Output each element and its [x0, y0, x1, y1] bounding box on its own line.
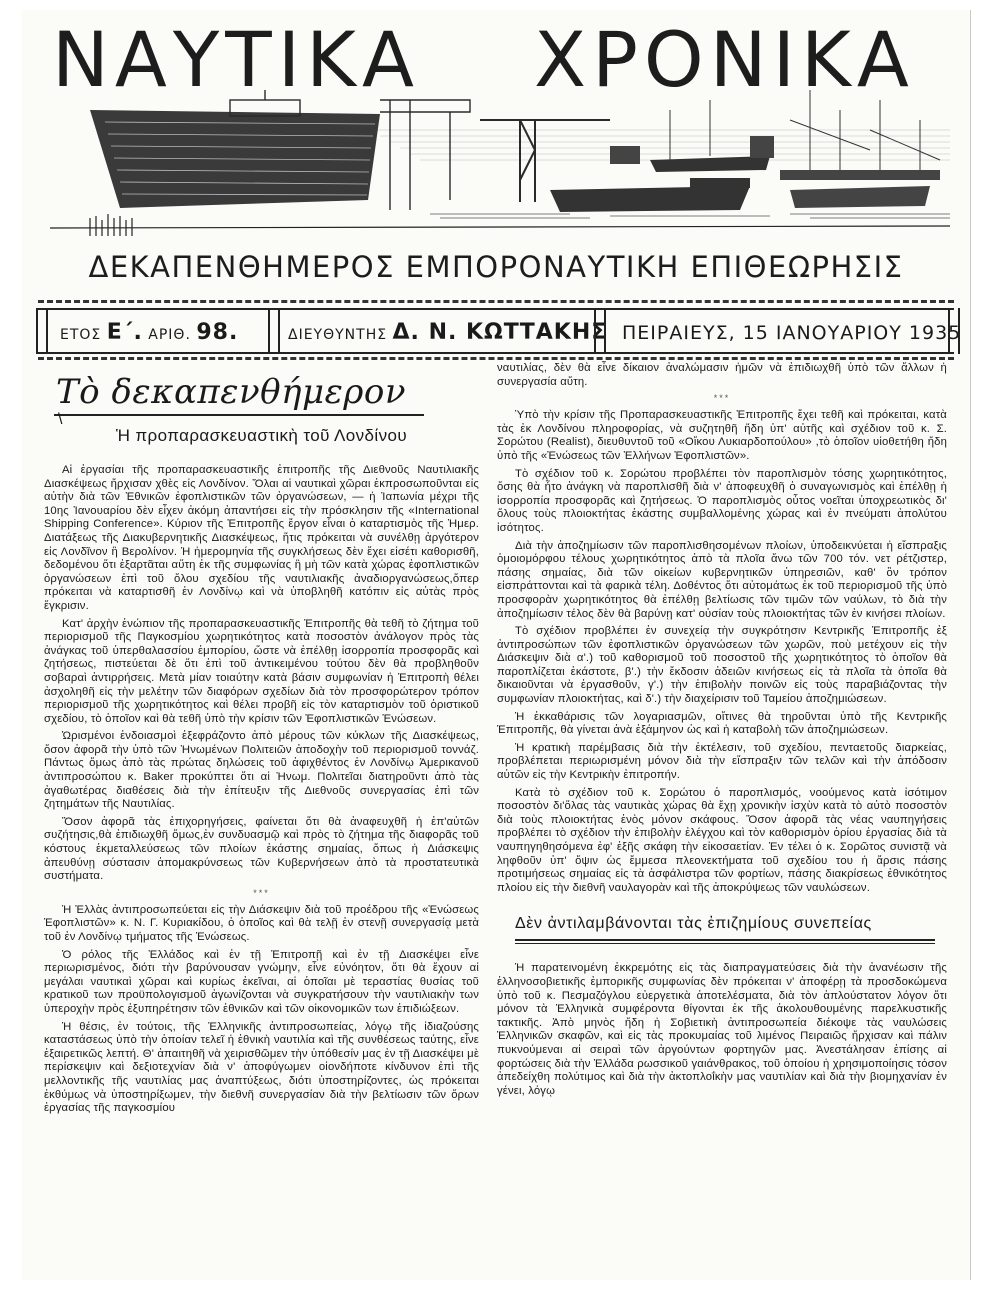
infobar-top-rule: [38, 308, 954, 310]
article-paragraph: Τὸ σχέδιον τοῦ κ. Σορώτου προβλέπει τὸν παροπλισμὸν τόσης χωρητικότητος, ὅσης θὰ ἦτο ἀνάγκη νὰ παροπλισθῆ διὰ ν' ἀποφευχθῆ ὁ συναγωνισμὸς καὶ ἐπέλθῃ ἡ ἰσορροπία προσφορᾶς καὶ ζητήσεως. Ὁ παροπλισμὸς οὗτος νοεῖται ὑποχρεωτικὸς δι' ὅλους τοὺς πλοιοκτήτας ἑκάστης συμβαλλομένης χώρας καὶ ἐν πνεύματι ἀπολύτου ἰσότητος.: [497, 467, 947, 534]
article-title: Τὸ δεκαπενθήμερον: [56, 372, 406, 412]
article-paragraph: Ὁ ρόλος τῆς Ἑλλάδος καὶ ἐν τῇ Ἐπιτροπῇ καὶ ἐν τῇ Διασκέψει εἶνε περιωρισμένος, διότι τὴν βαρύνουσαν γνώμην, εἶνε εὐνόητον, ὅτι θὰ ἔχουν αἱ μεγάλαι ναυτικαὶ χῶραι καὶ κυρίως ἐκεῖναι, αἱ ὁποῖαι μὲ τεραστίας θυσίας τοῦ κρατικοῦ των προϋπολογισμοῦ ἀγωνίζονται νὰ συγκρατήσουν τὴν ναυτιλιακὴν των ὑπεροχὴν πρὸς ἐξυπηρέτησιν τῶν ἐθνικῶν καὶ τῶν οἰκονομικῶν των ἐπιδιώξεων.: [44, 948, 479, 1015]
masthead-subtitle: ΔΕΚΑΠΕΝΘΗΜΕΡΟΣ ΕΜΠΟΡΟΝΑΥΤΙΚΗ ΕΠΙΘΕΩΡΗΣΙΣ: [88, 250, 904, 284]
article-paragraph: Ὑπὸ τὴν κρίσιν τῆς Προπαρασκευαστικῆς Ἐπιτροπῆς ἔχει τεθῆ καὶ πρόκειται, κατὰ τὰς ἐκ Λονδίνου πληροφορίας, νὰ συζητηθῆ ἤδη ὑπ' αὐτῆς καὶ σχέδιον τοῦ κ. Σ. Σορώτου (Realist), διευθυντοῦ τοῦ «Οἴκου Λυκιαρδοπούλου» ,τὸ ὁποῖον υἱοθετήθη ἤδη ὑπὸ τῆς «Ἑνώσεως τῶν Ἑλλήνων Ἐφοπλιστῶν».: [497, 409, 947, 462]
infobar-bottom-rule: [38, 352, 954, 354]
newspaper-page: [22, 10, 971, 1280]
article-paragraph: Ἡ Ἑλλὰς ἀντιπροσωπεύεται εἰς τὴν Διάσκεψιν διὰ τοῦ προέδρου τῆς «Ἑνώσεως Ἐφοπλιστῶν» κ. Ν. Γ. Κυριακίδου, ὁ ὁποῖος καὶ θὰ τελῇ ἐν στενῇ συνεργασίᾳ μετὰ τοῦ ἐν Λονδίνῳ τμήματος τῆς Ἑνώσεως.: [44, 903, 479, 943]
harbor-engraving: [50, 90, 950, 240]
article-paragraph: Αἱ ἐργασίαι τῆς προπαρασκευαστικῆς ἐπιτροπῆς τῆς Διεθνοῦς Ναυτιλιακῆς Διασκέψεως ἤρχισαν χθὲς εἰς Λονδίνον. Ὅλαι αἱ ναυτικαὶ χῶραι ἐκπροσωποῦνται εἰς αὐτὴν διὰ τῶν Ἐθνικῶν ἐφοπλιστικῶν τῶν ὀργανώσεων, — ἡ Ἰαπωνία μέχρι τῆς 10ης Ἰανουαρίου δὲν εἶχεν ἀκόμη ἀπαντήσει εἰς τὴν πρόσκλησιν τῆς «International Shipping Conference». Κύριον τῆς Ἐπιτροπῆς ἔργον εἶναι ὁ καταρτισμὸς τῆς Ἡμερ. Διατάξεως τῆς Διακυβερνητικῆς Διασκέψεως, ἥτις πρόκειται νὰ συνέλθῃ ἀργότερον εἰς Λονδῖνον ἢ Βερολίνον. Ἡ ἡμερομηνία τῆς συγκλήσεως δὲν ἔχει εἰσέτι καθορισθῆ, δεδομένου ὅτι ἐξαρτᾶται αὕτη ἐκ τῆς συμφωνίας ἢ μὴ τῶν κατὰ χώρας ἐφοπλιστικῶν ὀργανώσεων ἐπὶ τοῦ ὅλου σχεδίου τῆς ναυτιλιακῆς ἀναδιοργανώσεως,ὅπερ πρόκειται νὰ καταρτισθῆ ἐν Λονδίνῳ καὶ νὰ ὑποβληθῆ κατόπιν εἰς αὐτὰς πρὸς ἔγκρισιν.: [44, 464, 479, 612]
right-column: [497, 362, 947, 1102]
article-subheading: Ἡ προπαρασκευαστικὴ τοῦ Λονδίνου: [115, 426, 408, 445]
article-paragraph: Κατ' ἀρχὴν ἐνώπιον τῆς προπαρασκευαστικῆς Ἐπιτροπῆς θὰ τεθῆ τὸ ζήτημα τοῦ περιορισμοῦ τῆς Παγκοσμίου χωρητικότητος κατὰ ποσοστὸν ἀνάλογον πρὸς τὰς ἀνάγκας τοῦ ὑπερθαλασσίου ἐμπορίου, ὥστε νὰ ἐπέλθῃ ἰσορροπία προσφορᾶς καὶ ζητήσεως, πιστεύεται δὲ ὅτι ἐπὶ τοῦ ἀντικειμένου τούτου δὲν θὰ προβληθοῦν σοβαραὶ ἀντιρρήσεις. Μετὰ μίαν τοιαύτην κατὰ βάσιν συμφωνίαν ἡ Ἐπιτροπὴ θέλει ἀσχοληθῆ εἰς τὴν μελέτην τῶν διαφόρων σχεδίων διὰ τὸν προσφορώτερον τρόπον περιορισμοῦ τῆς χωρητικότητος καὶ θέλει προβῆ εἰς τὸν καταρτισμὸν τοῦ ὁριστικοῦ σχεδίου, τὸ ὁποῖον καὶ θὰ τεθῆ ὑπὸ τὴν κρίσιν τῶν Ἐφοπλιστικῶν Ἑνώσεων.: [44, 617, 479, 725]
place-date-text: ΠΕΙΡΑΙΕΥΣ, 15 ΙΑΝΟΥΑΡΙΟΥ 1935: [622, 322, 962, 344]
infobar-bottom-dash: [38, 357, 954, 360]
masthead: [22, 10, 970, 284]
masthead-title-left: ΝΑΥΤΙΚΑ: [52, 15, 420, 104]
second-article-rule: [515, 939, 935, 941]
infobar-separator: [594, 308, 606, 354]
infobar-separator: [36, 308, 48, 354]
year-value: Ε΄.: [106, 320, 143, 345]
second-article-title: Δὲν ἀντιλαμβάνονται τὰς ἐπιζημίους συνεπείας: [515, 915, 872, 933]
infobar-separator: [268, 308, 280, 354]
article-paragraph: Διὰ τὴν ἀποζημίωσιν τῶν παροπλισθησομένων πλοίων, ὑποδεικνύεται ἡ εἴσπραξις ὁμοιομόρφου τέλους χωρητικότητος ἀπὸ τὰ πλοῖα ἄνω τῶν 700 τόν. νετ ρέτζιστερ, πάσης σημαίας, διὰ τῶν οἰκείων κυβερνητικῶν ὑπηρεσιῶν, καθ' ὃν τρόπον εἰσπράττονται καὶ τὰ φαρικὰ τέλη. Δοθέντος ὅτι αὐτομάτως ἐκ τοῦ περιορισμοῦ τῆς ὑπὸ προσφορὰν χωρητικότητος θὰ ἐπέλθῃ βελτίωσις τῶν τιμῶν τῶν ναύλων, τὸ διὰ τὴν ἀποζημίωσιν τέλος δὲν θὰ βαρύνῃ κατ' οὐσίαν τοὺς πλοιοκτήτας τῶν ἐν κινήσει πλοίων.: [497, 539, 947, 620]
article-paragraph: Ἡ κρατικὴ παρέμβασις διὰ τὴν ἐκτέλεσιν, τοῦ σχεδίου, πενταετοῦς διαρκείας, προβλέπεται περιωρισμένη μόνον διὰ τὴν εἴσπραξιν τῶν τελῶν καὶ τὴν ἀπόδοσιν αὐτῶν εἰς τὴν Κεντρικὴν ἐπιτροπήν.: [497, 741, 947, 782]
section-stars: ***: [253, 887, 270, 898]
article-paragraph: Ὡρισμένοι ἐνδοιασμοὶ ἐξεφράζοντο ἀπὸ μέρους τῶν κύκλων τῆς Διασκέψεως, ὅσον ἀφορᾶ τὴν ὑπὸ τῶν Ἡνωμένων Πολιτειῶν ἀποδοχὴν τοῦ περιορισμοῦ τοννάζ. Πάντως ὅμως ἀπὸ τὰς πρώτας δηλώσεις τοῦ ἀφιχθέντος ἐν Λονδίνῳ Ἀμερικανοῦ ἀντιπροσώπου κ. Baker προκύπτει ὅτι αἱ Ἡνωμ. Πολιτεῖαι διατηροῦντι ἀπὸ τὰς ἀγαθωτέρας διαθέσεις διὰ τὴν ἐπίτευξιν τῆς Διεθνοῦς συνεργασίας ἐπὶ τῶν ζητημάτων τῆς Ναυτιλίας.: [44, 730, 479, 811]
infobar-separator: [948, 308, 960, 354]
masthead-title-right: ΧΡΟΝΙΚΑ: [534, 15, 915, 104]
year-label: ΕΤΟΣ: [60, 327, 102, 343]
issue-label: ΑΡΙΘ.: [148, 327, 191, 343]
director-label: ΔΙΕΥΘΥΝΤΗΣ: [288, 327, 388, 343]
place-date: [622, 320, 961, 346]
article-continuation: ναυτιλίας, δὲν θὰ εἶνε δίκαιον ἀναλώμασιν ἡμῶν νὰ ἐπιδιωχθῆ ὑπὸ τῶν ἄλλων ἡ συνεργασία αὕτη.: [497, 362, 947, 388]
title-mark: \: [58, 411, 63, 428]
article-paragraph: Ἡ θέσις, ἐν τούτοις, τῆς Ἑλληνικῆς ἀντιπροσωπείας, λόγῳ τῆς ἰδιαζούσης καταστάσεως ὑπὸ τὴν ὁποίαν τελεῖ ἡ ἐθνικὴ ναυτιλία καὶ τῆς συνθέσεως ταύτης, εἶνε ἐξαιρετικῶς λεπτή. Θ' ἀπαιτηθῆ νὰ χειρισθῶμεν τὴν ὑπόθεσίν μας ἐν τῇ Διασκέψει μὲ περίσκεψιν καὶ δεξιοτεχνίαν διὰ ν' ἀποφύγωμεν οἱονδήποτε κίνδυνον ἐπὶ τῆς μελλοντικῆς τῆς ναυτιλίας μας ἀναπτύξεως, διότι ὑποστηρίζοντες, ὡς πρόκειται ἐκθύμως νὰ ὑποστηρίξωμεν, τὴν διεθνῆ συνεργασίαν διὰ τὴν βελτίωσιν τῶν ὅρων ἐργασίας τῆς παγκοσμίου: [44, 1020, 479, 1115]
issue-info-bar: [38, 300, 962, 360]
left-column: [44, 362, 479, 1120]
article-paragraph: Ἡ ἐκκαθάρισις τῶν λογαριασμῶν, οἵτινες θὰ τηροῦνται ὑπὸ τῆς Κεντρικῆς Ἐπιτροπῆς, θὰ γίνεται ἀνὰ ἑξάμηνον ὡς καὶ ἡ καταβολὴ τῶν ἀποζημιώσεων.: [497, 710, 947, 737]
second-article-rule: [515, 943, 935, 944]
issue-year-number: [60, 320, 238, 346]
article-paragraph: Τὸ σχέδιον προβλέπει ἐν συνεχείᾳ τὴν συγκρότησιν Κεντρικῆς Ἐπιτροπῆς ἐξ ἀντιπροσώπων τῶν ἐφοπλιστικῶν ὀργανώσεων τῶν χωρῶν, ποὺ μετέχουν εἰς τὴν Διάσκεψιν διὰ α'.) τοῦ καθορισμοῦ τοῦ ποσοστοῦ τῆς χωρητικότητος τὸ ὁποῖον θὰ παροπλίζεται ἑκάστοτε, β'.) τὴν ἔκδοσιν ἀδειῶν κινήσεως εἰς τὰ πλοῖα τὰ ὁποῖα θὰ δικαιοῦνται νὰ ἐργασθοῦν, γ'.) τὴν ἐπιβολὴν ποινῶν εἰς τοὺς παραβιάζοντας τὴν συμφωνίαν πλοιοκτήτας, καὶ δ'.) τὴν διαχείρισιν τοῦ Ταμείου ἀποζημιώσεων.: [497, 625, 947, 706]
article-paragraph: Ὅσον ἀφορᾶ τὰς ἐπιχορηγήσεις, φαίνεται ὅτι θὰ ἀναφευχθῆ ἡ ἐπ'αὐτῶν συζήτησις,θὰ ἐπιδιωχθῆ ὅμως,ἐν συνδυασμῷ καὶ πρὸς τὸ ζήτημα τῆς διαφορᾶς τοῦ κόστους ἐκμεταλλεύσεως τῶν πλοίων ἑκάστης σημαίας, ὅπως ἡ Διάσκεψις ἀπευθύνῃ σύστασιν ἀπομακρύνσεως τῶν Κυβερνήσεων ἀπὸ τὰ προστατευτικὰ συστήματα.: [44, 815, 479, 883]
section-stars: ***: [713, 393, 731, 404]
article-paragraph: Ἡ παρατεινομένη ἐκκρεμότης εἰς τὰς διαπραγματεύσεις διὰ τὴν ἀνανέωσιν τῆς ἑλληνοσοβιετικῆς ἐμπορικῆς συμφωνίας δὲν πρόκειται ν' ἀποφέρῃ τὰ προσδοκώμενα ὑπὸ τοῦ κ. Πεσμαζόγλου εὐεργετικὰ ἀποτελέσματα, διὰ τὸν ἁπλούστατον λόγον ὅτι μόνον τὰ Ἑλληνικὰ συμφέροντα θίγονται ἐκ τῆς ἀκολουθουμένης παρελκυστικῆς τακτικῆς. Ἀπὸ μηνὸς ἤδη ἡ Σοβιετικὴ ἀντιπροσωπεία διέκοψε τὰς ναυλώσεις Ἑλληνικῶν σκαφῶν, καὶ εἰς τὰς προκυμαίας τοῦ λιμένος Πειραιῶς ἤρχισαν καὶ πάλιν πυκνούμεναι αἱ σειραὶ τῶν ἀργούντων φορτηγῶν μας. Ἀνεστάλησαν ἐπίσης αἱ φορτώσεις διὰ τὴν Ἑλλάδα ρωσσικοῦ γαιάνθρακος, τοῦ ὁποίου ἡ χρησιμοποίησις τόσον ἀπεδείχθη πολύτιμος καὶ διὰ τὴν ἀκτοπλοΐκὴν μας ναυτιλίαν καὶ διὰ τὴν βιομηχανίαν ἐν γένει, λόγῳ: [497, 962, 947, 1097]
director-name: Δ. Ν. ΚΩΤΤΑΚΗΣ: [392, 320, 608, 345]
director-info: [288, 320, 607, 346]
issue-value: 98.: [196, 320, 239, 345]
article-paragraph: Κατὰ τὸ σχέδιον τοῦ κ. Σορώτου ὁ παροπλισμός, νοούμενος κατὰ ἰσότιμον ποσοστὸν δι'ὅλας τὰς ναυτικὰς χώρας θὰ ἔχῃ χρονικὴν ἰσχὺν κατὰ τὸ αὐτὸ ποσοστὸν διὰ τοὺς πλοιοκτήτας ἑνὸς μόνον σκάφους. Ὅσον ἀφορᾶ τὰς νέας ναυπηγήσεις προβλέπει τὸ σχέδιον τὴν ἐπιβολὴν ἐλέγχου καὶ τὸν καθορισμὸν ὁρίου ἐργασίας διὰ τὰ ναυπηγηθησόμενα ἐφ' ἑξῆς σκάφη τὴν εἰκοσαετίαν. Ἐν τέλει ὁ κ. Σορῶτος συνιστᾷ νὰ ληφθοῦν ὑπ' ὄψιν ὡς ἔμμεσα πλεονεκτήματα τοῦ σχεδίου του ἡ ἄρσις πάσης προτιμήσεως σημαίας εἰς τὰ ἀσφάλιστρα τῶν φορτίων, πάσης διακρίσεως ἐθνικότητος πλοίου εἰς τὴν διεθνῆ ναυλαγορὰν καὶ τῆς ἀποκρύψεως τῶν ναυλώσεων.: [497, 786, 947, 894]
infobar-top-dash: [38, 300, 954, 303]
